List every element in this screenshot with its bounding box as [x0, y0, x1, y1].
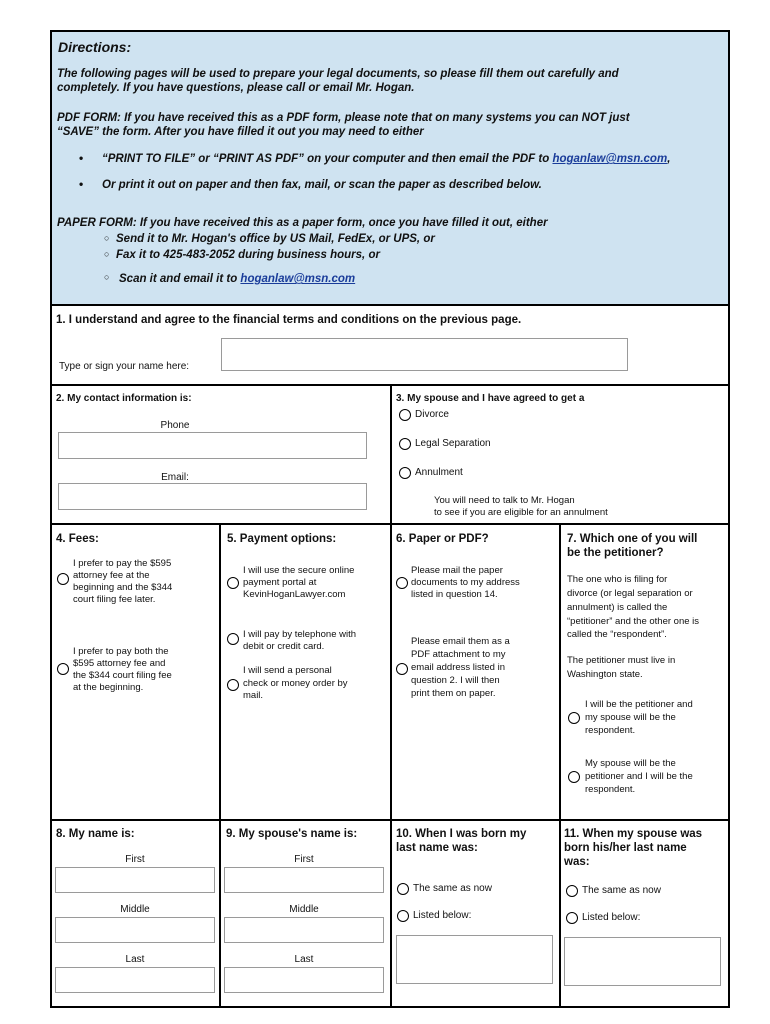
paper-item1: Send it to Mr. Hogan's office by US Mail, FedEx, or UPS, or	[116, 233, 435, 245]
q7-label-line1: 7. Which one of you will	[567, 533, 698, 545]
fee-option1-radio[interactable]	[57, 573, 69, 585]
pdf-email-radio[interactable]	[396, 663, 408, 675]
phone-input[interactable]	[58, 432, 367, 459]
pdf-option2-line: question 2. I will then	[411, 675, 500, 686]
q2-label: 2. My contact information is:	[56, 393, 192, 404]
spouse-name-listed-label: Listed below:	[582, 912, 641, 923]
payment-option3-line: mail.	[243, 690, 264, 701]
my-last-name-input[interactable]	[55, 967, 215, 993]
fee-option2-line: at the beginning.	[73, 682, 144, 693]
fee-option2-radio[interactable]	[57, 663, 69, 675]
divider	[52, 304, 728, 306]
bullet-dot: •	[79, 177, 84, 191]
paper-mail-radio[interactable]	[396, 577, 408, 589]
legal-separation-label: Legal Separation	[415, 438, 491, 449]
my-name-listed-label: Listed below:	[413, 910, 472, 921]
payment-option1-line: I will use the secure online	[243, 565, 355, 576]
paper-item3	[119, 272, 355, 286]
paper-item3-text: Scan it and email it to	[119, 273, 241, 285]
pdf-email-link[interactable]: hoganlaw@msn.com	[552, 153, 668, 165]
pdf-bullet2: Or print it out on paper and then fax, mail, or scan the paper as described below.	[102, 179, 542, 191]
email-label: Email:	[161, 472, 189, 483]
pdf-option2-line: Please email them as a	[411, 636, 510, 647]
my-last-label: Last	[125, 954, 145, 965]
q4-label: 4. Fees:	[56, 533, 99, 545]
spouse-first-label: First	[294, 854, 314, 865]
fee-option2-line: the $344 court filing fee	[73, 670, 172, 681]
paper-option1-line: documents to my address	[411, 577, 520, 588]
my-name-listed-radio[interactable]	[397, 910, 409, 922]
petitioner-option2-line: My spouse will be the	[585, 758, 676, 769]
q8-label: 8. My name is:	[56, 828, 135, 840]
q9-label: 9. My spouse's name is:	[226, 828, 358, 840]
directions-pdf-line1: PDF FORM: If you have received this as a PDF form, please note that on many systems you can NOT just	[57, 112, 630, 124]
directions-title: Directions:	[58, 39, 132, 55]
spouse-last-name-input[interactable]	[224, 967, 384, 993]
my-birth-name-input[interactable]	[396, 935, 553, 984]
payment-option1-line: payment portal at	[243, 577, 317, 588]
my-middle-name-input[interactable]	[55, 917, 215, 943]
email-input[interactable]	[58, 483, 367, 510]
petitioner-spouse-radio[interactable]	[568, 771, 580, 783]
fee-option2-line: $595 attorney fee and	[73, 658, 166, 669]
q3-label: 3. My spouse and I have agreed to get a	[396, 393, 585, 404]
my-middle-label: Middle	[120, 904, 150, 915]
directions-pdf-line2: “SAVE” the form. After you have filled it out you may need to either	[57, 126, 424, 138]
q11-label-line1: 11. When my spouse was	[564, 828, 703, 840]
petitioner-option1-line: my spouse will be the	[585, 712, 676, 723]
q7-desc-line: “petitioner” and the other one is	[567, 616, 700, 627]
spouse-middle-name-input[interactable]	[224, 917, 384, 943]
spouse-birth-name-input[interactable]	[564, 937, 721, 986]
fee-option2-line: I prefer to pay both the	[73, 646, 169, 657]
spouse-middle-label: Middle	[289, 904, 319, 915]
divider	[219, 523, 221, 1008]
directions-panel	[52, 32, 728, 304]
directions-intro-line2: completely. If you have questions, please call or email Mr. Hogan.	[57, 82, 415, 94]
petitioner-option1-line: I will be the petitioner and	[585, 699, 693, 710]
spouse-name-listed-radio[interactable]	[566, 912, 578, 924]
directions-paper-line: PAPER FORM: If you have received this as a paper form, once you have filled it out, either	[57, 217, 548, 229]
q7-desc2-line: Washington state.	[567, 669, 643, 680]
circle-bullet: ○	[104, 272, 110, 282]
payment-option1-line: KevinHoganLawyer.com	[243, 589, 346, 600]
q7-desc-line: divorce (or legal separation or	[567, 588, 693, 599]
fee-option1-line: I prefer to pay the $595	[73, 558, 172, 569]
spouse-name-same-radio[interactable]	[566, 885, 578, 897]
divider	[390, 523, 392, 1008]
q1-label: 1. I understand and agree to the financial terms and conditions on the previous page.	[56, 314, 522, 326]
spouse-first-name-input[interactable]	[224, 867, 384, 893]
payment-phone-radio[interactable]	[227, 633, 239, 645]
q1-sign-label: Type or sign your name here:	[59, 361, 190, 372]
directions-intro-line1: The following pages will be used to prepare your legal documents, so please fill them out carefully and	[57, 68, 619, 80]
divider	[559, 523, 561, 1008]
my-first-label: First	[125, 854, 145, 865]
my-name-same-label: The same as now	[413, 883, 492, 894]
fee-option1-line: attorney fee at the	[73, 570, 150, 581]
q11-label-line2: born his/her last name	[564, 842, 687, 854]
petitioner-option1-line: respondent.	[585, 725, 636, 736]
q7-label-line2: be the petitioner?	[567, 547, 664, 559]
q6-label: 6. Paper or PDF?	[396, 533, 489, 545]
pdf-option2-line: PDF attachment to my	[411, 649, 506, 660]
bullet-dot: •	[79, 151, 84, 165]
name-signature-input[interactable]	[221, 338, 628, 371]
q11-label-line3: was:	[564, 856, 590, 868]
divorce-radio[interactable]	[399, 409, 411, 421]
circle-bullet: ○	[104, 249, 110, 259]
pdf-bullet1-end: ,	[667, 153, 671, 165]
pdf-option2-line: email address listed in	[411, 662, 505, 673]
petitioner-me-radio[interactable]	[568, 712, 580, 724]
paper-option1-line: Please mail the paper	[411, 565, 503, 576]
paper-item2: Fax it to 425-483-2052 during business hours, or	[116, 249, 380, 261]
q10-label-line1: 10. When I was born my	[396, 828, 527, 840]
intake-form	[50, 30, 730, 1008]
circle-bullet: ○	[104, 233, 110, 243]
divider	[390, 384, 392, 525]
legal-separation-radio[interactable]	[399, 438, 411, 450]
payment-portal-radio[interactable]	[227, 577, 239, 589]
fee-option1-line: beginning and the $344	[73, 582, 173, 593]
payment-check-radio[interactable]	[227, 679, 239, 691]
my-first-name-input[interactable]	[55, 867, 215, 893]
q7-desc-line: annulment) is called the	[567, 602, 668, 613]
payment-option2-line: debit or credit card.	[243, 641, 325, 652]
phone-label: Phone	[160, 420, 190, 431]
spouse-last-label: Last	[294, 954, 314, 965]
paper-email-link[interactable]: hoganlaw@msn.com	[240, 273, 356, 285]
annulment-note-line1: You will need to talk to Mr. Hogan	[434, 495, 575, 506]
fee-option1-line: court filing fee later.	[73, 594, 156, 605]
pdf-bullet1	[102, 152, 670, 166]
payment-option2-line: I will pay by telephone with	[243, 629, 357, 640]
pdf-option2-line: print them on paper.	[411, 688, 496, 699]
q7-desc-line: called the “respondent”.	[567, 629, 667, 640]
payment-option3-line: I will send a personal	[243, 665, 332, 676]
paper-option1-line: listed in question 14.	[411, 589, 498, 600]
q10-label-line2: last name was:	[396, 842, 478, 854]
divorce-label: Divorce	[415, 409, 449, 420]
q7-desc2-line: The petitioner must live in	[567, 655, 676, 666]
pdf-bullet1-text: “PRINT TO FILE” or “PRINT AS PDF” on your computer and then email the PDF to	[102, 153, 553, 165]
q5-label: 5. Payment options:	[227, 533, 337, 545]
q7-desc-line: The one who is filing for	[567, 574, 668, 585]
spouse-name-same-label: The same as now	[582, 885, 661, 896]
annulment-label: Annulment	[415, 467, 463, 478]
annulment-radio[interactable]	[399, 467, 411, 479]
my-name-same-radio[interactable]	[397, 883, 409, 895]
payment-option3-line: check or money order by	[243, 678, 348, 689]
annulment-note-line2: to see if you are eligible for an annulment	[434, 507, 608, 518]
petitioner-option2-line: petitioner and I will be the	[585, 771, 693, 782]
petitioner-option2-line: respondent.	[585, 784, 636, 795]
